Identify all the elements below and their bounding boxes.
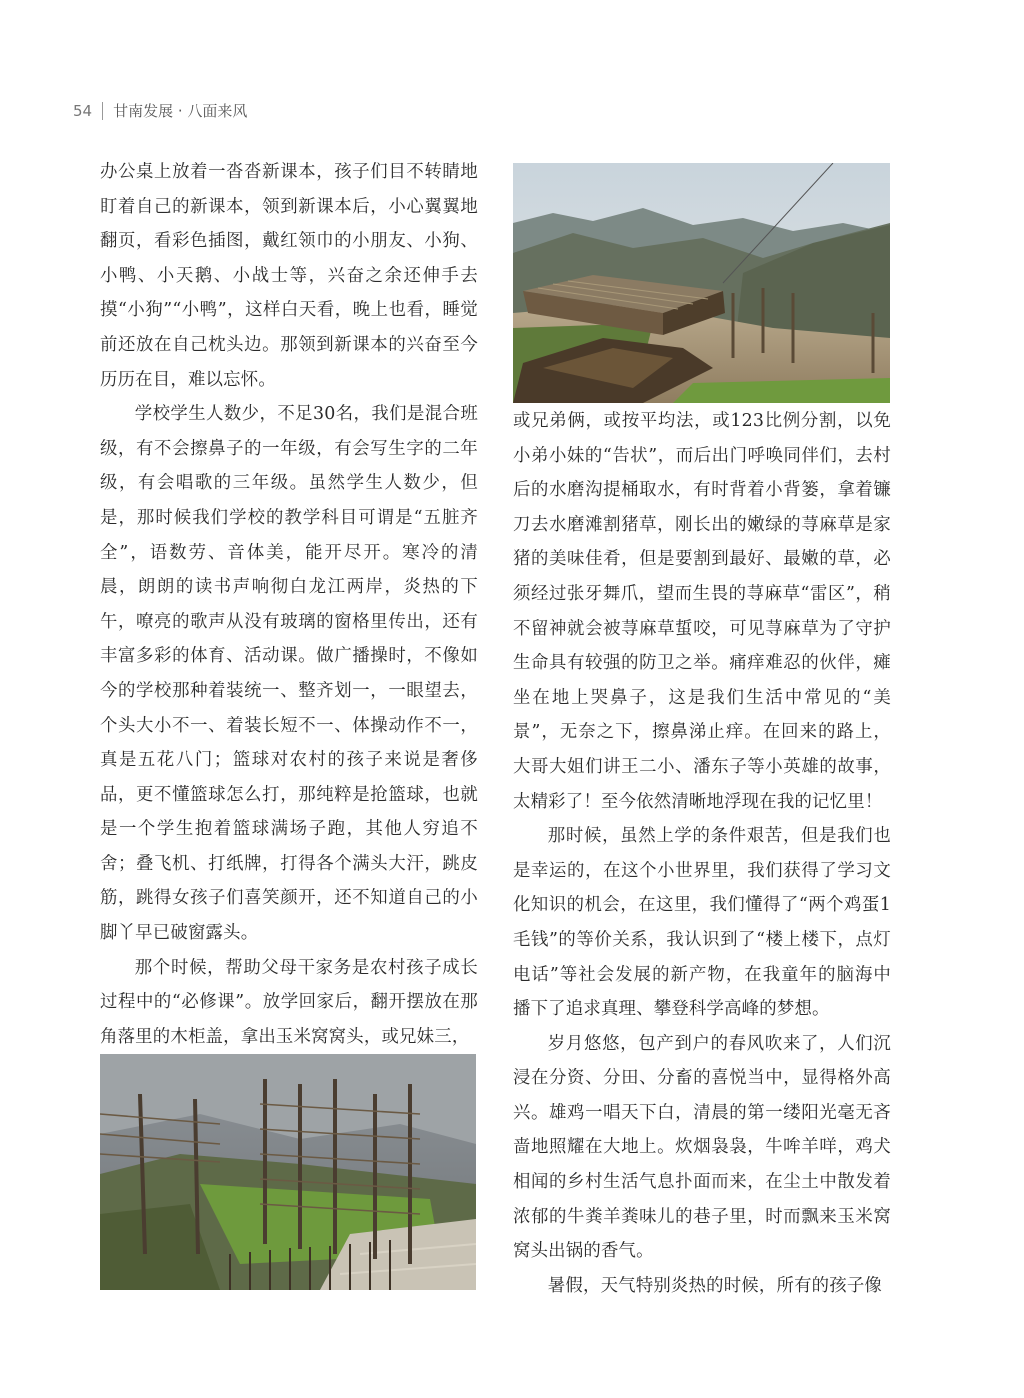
left-column bbox=[100, 155, 478, 1054]
drying-rack-photo bbox=[100, 1054, 476, 1290]
paragraph: 或兄弟俩，或按平均法，或123比例分割，以免小弟小妹的“告状”，而后出门呼唤同伴们，去村后的水磨沟提桶取水，有时背着小背篓，拿着镰刀去水磨滩割猪草，刚长出的嫩绿的荨麻草是家猪的美味佳肴，但是要割到最好、最嫩的草，必须经过张牙舞爪，望而生畏的荨麻草“雷区”，稍不留神就会被荨麻草蜇咬，可见荨麻草为了守护生命具有较强的防卫之举。痛痒难忍的伙伴，瘫坐在地上哭鼻子，这是我们生活中常见的“美景”，无奈之下，擦鼻涕止痒。在回来的路上，大哥大姐们讲王二小、潘东子等小英雄的故事，太精彩了！至今依然清晰地浮现在我的记忆里！ bbox=[513, 411, 891, 812]
paragraph: 那个时候，帮助父母干家务是农村孩子成长过程中的“必修课”。放学回家后，翻开摆放在那角落里的木柜盖，拿出玉米窝窝头，或兄妹三， bbox=[100, 957, 478, 1047]
paragraph: 暑假，天气特别炎热的时候，所有的孩子像 bbox=[547, 1275, 883, 1296]
paragraph: 岁月悠悠，包产到户的春风吹来了，人们沉浸在分资、分田、分畜的喜悦当中，显得格外高兴。雄鸡一唱天下白，清晨的第一缕阳光毫无吝啬地照耀在大地上。炊烟袅袅，牛哞羊咩，鸡犬相闻的乡村生活气息扑面而来，在尘土中散发着浓郁的牛粪羊粪味儿的巷子里，时而飘来玉米窝窝头出锅的香气。 bbox=[513, 1033, 891, 1262]
paragraph: 那时候，虽然上学的条件艰苦，但是我们也是幸运的，在这个小世界里，我们获得了学习文化知识的机会，在这里，我们懂得了“两个鸡蛋1毛钱”的等价关系，我认识到了“楼上楼下，点灯电话”等社会发展的新产物，在我童年的脑海中播下了追求真理、攀登科学高峰的梦想。 bbox=[513, 826, 891, 1020]
paragraph: 办公桌上放着一沓沓新课本，孩子们目不转睛地盯着自己的新课本，领到新课本后，小心翼翼地翻页，看彩色插图，戴红领巾的小朋友、小狗、小鸭、小天鹅、小战士等，兴奋之余还伸手去摸“小狗”“小鸭”，这样白天看，晚上也看，睡觉前还放在自己枕头边。那领到新课本的兴奋至今历历在目，难以忘怀。 bbox=[100, 162, 478, 390]
page-number: 54 bbox=[73, 101, 93, 120]
paragraph: 学校学生人数少，不足30名，我们是混合班级，有不会擦鼻子的一年级，有会写生字的二年级，有会唱歌的三年级。虽然学生人数少，但是，那时候我们学校的教学科目可谓是“五脏齐全”，语数劳、音体美，能开尽开。寒冷的清晨，朗朗的读书声响彻白龙江两岸，炎热的下午，嘹亮的歌声从没有玻璃的窗格里传出，还有丰富多彩的体育、活动课。做广播操时，不像如今的学校那种着装统一、整齐划一，一眼望去，个头大小不一、着装长短不一、体操动作不一，真是五花八门；篮球对农村的孩子来说是奢侈品，更不懂篮球怎么打，那纯粹是抢篮球，也就是一个学生抱着篮球满场子跑，其他人穷追不舍；叠飞机、打纸牌，打得各个满头大汗，跳皮筋，跳得女孩子们喜笑颜开，还不知道自己的小脚丫早已破窗露头。 bbox=[100, 404, 478, 944]
page-header bbox=[73, 100, 247, 121]
header-divider bbox=[102, 102, 103, 120]
right-column bbox=[513, 404, 891, 1303]
section-title: 甘南发展 · 八面来风 bbox=[113, 102, 248, 120]
mountain-hut-photo bbox=[513, 163, 890, 403]
